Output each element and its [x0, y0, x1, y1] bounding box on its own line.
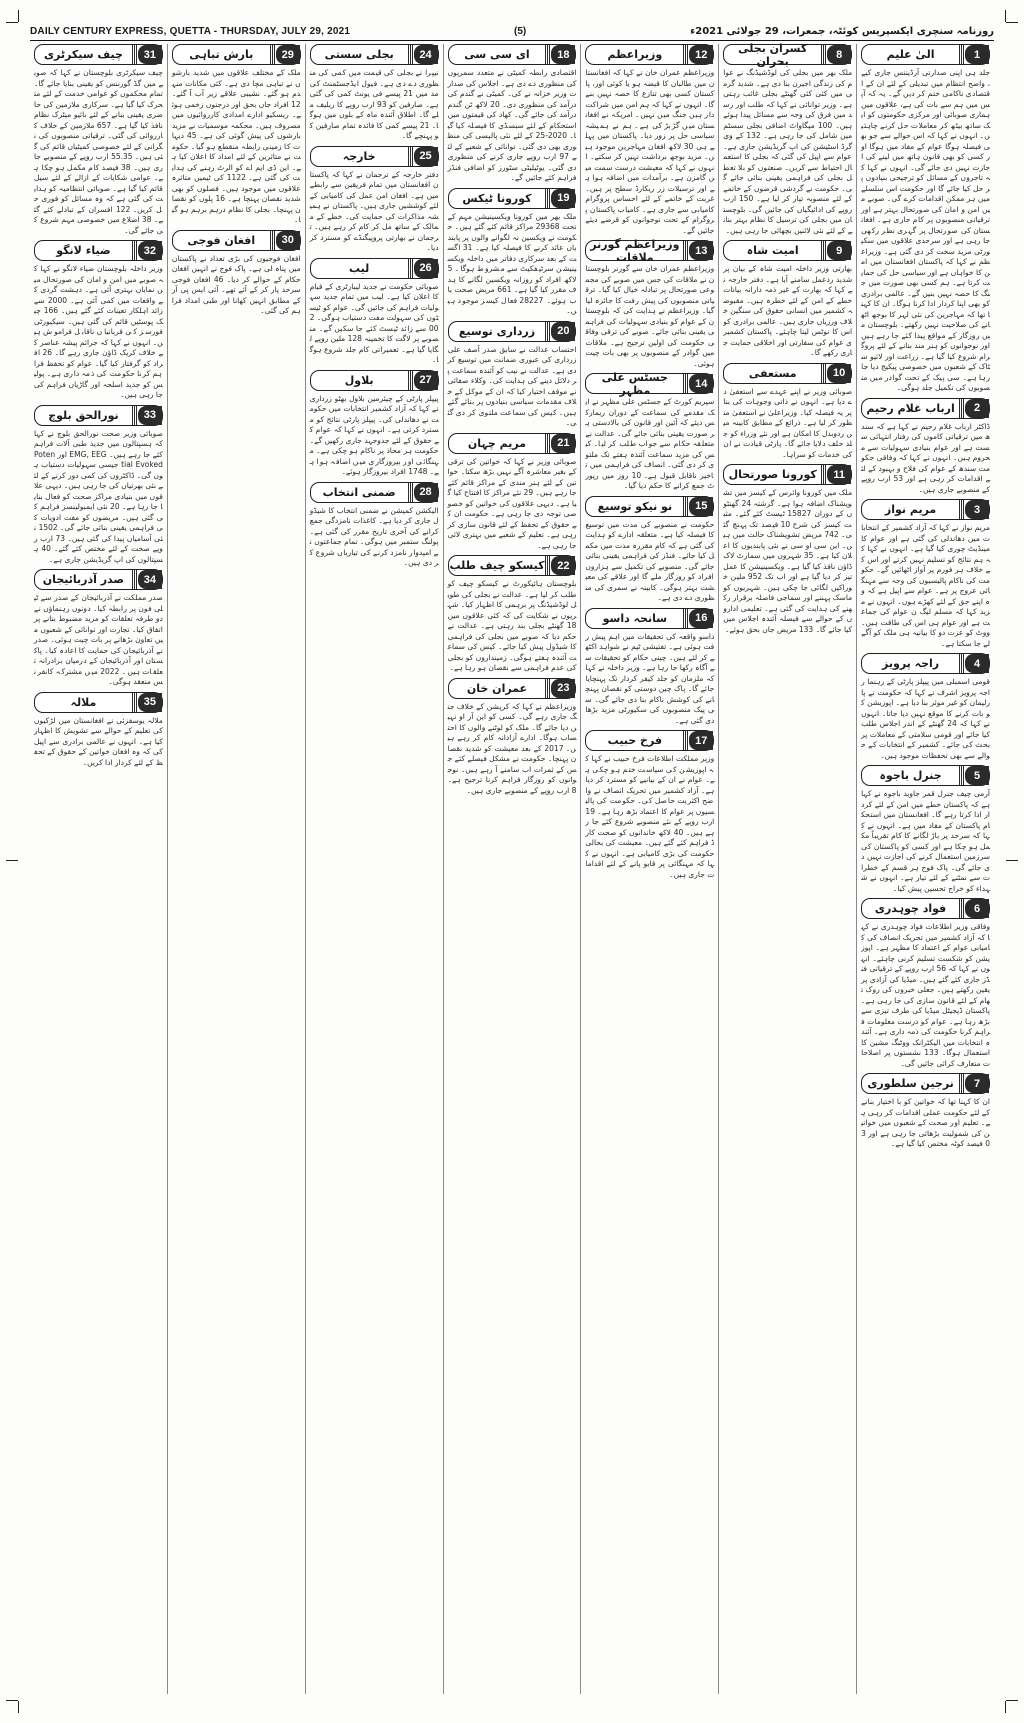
- news-item: [445, 678, 577, 797]
- news-item-body: وزیراعظم عمران خان سے گورنر بلوچستان نے ملاقات کی جس میں صوبے کی مجموعی صورتحال پر تبادلہ خیال کیا گیا۔ ترقیاتی منصوبوں کی پیش رفت کا جائزہ لیا گیا۔ وزیراعظم نے ہدایت کی کہ بلوچستان کے عوام کو بنیادی سہولیات کی فراہمی یقینی بنائی جائے۔ صوبے کی ترقی وفاقی حکومت کی اولین ترجیح ہے۔ ملاقات میں گوادر کے منصوبوں پر بھی بات چیت ہوئی۔: [583, 264, 715, 368]
- news-item-body: وزیراعظم نے کہا کہ کرپشن کے خلاف جنگ جاری رہے گی۔ کسی کو این آر او نہیں دیا جائے گا۔ ملک کو لوٹنے والوں کا احتساب ہوگا۔ ادارے آزادانہ کام کر رہے ہیں۔ 2017 کے بعد معیشت کو شدید نقصان پہنچا۔ حکومت نے مشکل فیصلے کئے جس کے ثمرات اب سامنے آ رہے ہیں۔ نوجوانوں کو روزگار فراہم کرنا ترجیح ہے۔ 8 ارب روپے کے منصوبے جاری ہیں۔: [445, 701, 577, 795]
- news-item-heading: [310, 482, 439, 503]
- news-item-title: وزیراعظم: [607, 48, 663, 61]
- news-item: [858, 765, 990, 894]
- news-item: [858, 398, 990, 496]
- news-item-title: چیف سیکرٹری: [43, 48, 123, 61]
- news-item-body: اقتصادی رابطہ کمیٹی نے متعدد سمریوں کی منظوری دے دی ہے۔ اجلاس کی صدارت وزیر خزانہ نے کی۔ کمیٹی نے گندم کی درآمد کی منظوری دی۔ 20 لاکھ ٹن گندم درآمد کی جائے گی۔ کھاد کی قیمتوں میں استحکام کے لئے سبسڈی کا فیصلہ کیا گیا۔ 2020-25 کے لئے نئی پالیسی کی منظوری بھی دی گئی۔ توانائی کے شعبے کے لئے 97 ارب روپے جاری کرنے کی منظوری دی گئی۔ یوٹیلیٹی سٹورز کو اضافی فنڈز فراہم کئے جائیں گے۔: [445, 68, 577, 182]
- news-item: [445, 188, 577, 317]
- news-item-number: 5: [965, 766, 989, 785]
- news-item-title: امیت شاہ: [746, 244, 799, 257]
- news-item-title: فرخ حبیب: [607, 734, 663, 747]
- news-item-body: وزیر داخلہ بلوچستان ضیاء لانگو نے کہا کہ صوبے میں امن و امان کی صورتحال میں نمایاں بہتری آئی ہے۔ دہشت گردی کے واقعات میں کمی آئی ہے۔ 2000 سے زائد اہلکار تعینات کئے گئے ہیں۔ 166 چیک پوسٹیں قائم کی گئی ہیں۔ سیکیورٹی فورسز کی قربانیاں ناقابل فراموش ہیں۔ انہوں نے کہا کہ جرائم پیشہ عناصر کے خلاف کریک ڈاؤن جاری رہے گا۔ 26 افراد کو گرفتار کیا گیا۔ عوام کو تحفظ فراہم کرنا حکومت کی ذمہ داری ہے۔ پولیس کو جدید اسلحہ اور گاڑیاں فراہم کی جا رہی ہیں۔: [31, 264, 163, 399]
- news-item: [31, 44, 163, 236]
- news-item-heading: [861, 44, 990, 65]
- news-item: [585, 496, 714, 604]
- news-item-number: 35: [138, 693, 162, 712]
- news-item-heading: [861, 765, 990, 786]
- news-item-title: مستعفی: [748, 366, 797, 380]
- news-item-body: ملک بھر میں بجلی کی لوڈشیڈنگ نے عوام کی زندگی اجیرن بنا دی ہے۔ شدید گرمی میں کئی کئی گھنٹے بجلی غائب رہتی ہے۔ وزیر توانائی نے کہا کہ طلب اور رسد میں فرق کی وجہ سے مسائل پیدا ہوئے ہیں۔ 100 میگاواٹ اضافی بجلی سسٹم میں شامل کی جا رہی ہے۔ 132 کے وی گرڈ اسٹیشن کی اپ گریڈیشن جاری ہے۔ عوام سے اپیل کی گئی کہ بجلی کا استعمال احتیاط سے کریں۔ صنعتوں کو بلا تعطل بجلی کی فراہمی یقینی بنائی جائے گی۔ حکومت نے گردشی قرضوں کے خاتمے کے لئے منصوبہ تیار کر لیا ہے۔ 150 ارب روپے کی ادائیگیاں کی جائیں گی۔ بلوچستان میں بجلی کی ترسیل کا نظام بہتر بنانے کے لئے نئی لائنیں بچھائی جا رہی ہیں۔: [720, 68, 853, 235]
- header-urdu-masthead: روزنامہ سنچری ایکسپریس کوئٹہ، جمعرات، 29 جولائی 2021ء: [690, 25, 994, 37]
- crop-mark: [6, 860, 18, 861]
- news-item-heading: [861, 653, 990, 674]
- news-item-title: ضمنی انتخاب: [322, 485, 396, 499]
- news-item: [31, 692, 163, 769]
- column-2: [718, 41, 856, 1694]
- news-item-body: الیکشن کمیشن نے ضمنی انتخاب کا شیڈول جاری کر دیا ہے۔ کاغذات نامزدگی جمع کرانے کی آخری تاریخ مقرر کی گئی ہے۔ پولنگ ستمبر میں ہوگی۔ تمام جماعتوں نے امیدوار نامزد کرنے کی تیاریاں شروع کر دی ہیں۔: [307, 505, 439, 567]
- news-item-number: 34: [138, 570, 162, 589]
- news-item-number: 33: [138, 406, 162, 425]
- news-item-title: نو نیکو توسیع: [597, 499, 673, 513]
- news-item-body: ملک کے مختلف علاقوں میں شدید بارشوں نے تباہی مچا دی ہے۔ کئی مکانات منہدم ہو گئے۔ نشیبی علاقے زیر آب آ گئے۔ 12 افراد جاں بحق اور درجنوں زخمی ہوئے۔ ریسکیو ادارے امدادی کارروائیوں میں مصروف ہیں۔ محکمہ موسمیات نے مزید بارشوں کی پیش گوئی کی ہے۔ 45 دیہات کا زمینی رابطہ منقطع ہو گیا۔ حکومت نے متاثرین کے لئے امداد کا اعلان کیا ہے۔ این ڈی ایم اے کو الرٹ رہنے کی ہدایت کی گئی ہے۔ 1122 کی ٹیمیں متاثرہ علاقوں میں موجود ہیں۔ فصلوں کو بھی شدید نقصان پہنچا ہے۔ 16 پلوں کو نقصان پہنچا۔ بجلی کا نظام درہم برہم ہو گیا۔: [169, 68, 301, 224]
- column-4: [443, 44, 581, 1694]
- news-item-title: کورونا صورتحال: [728, 468, 817, 481]
- news-item-heading: [34, 569, 163, 590]
- news-item-number: 13: [689, 241, 713, 260]
- column-3: [580, 44, 718, 1694]
- heading-stripe-icon: [132, 570, 138, 589]
- news-item-body: وزیراعظم عمران خان نے کہا کہ افغانستان میں طالبان کا قبضہ ہو یا کوئی اور، پاکستان کسی بھی تنازع کا حصہ نہیں بنے گا۔ انہوں نے کہا کہ ہم امن میں شراکت دار ہیں جنگ میں نہیں۔ امریکہ نے افغانستان میں گڑبڑ کی ہے۔ ہم نے ہمیشہ سیاسی حل پر زور دیا۔ پاکستان میں پہلے ہی 30 لاکھ افغان مہاجرین موجود ہیں۔ مزید بوجھ برداشت نہیں کر سکتے۔ انہوں نے کہا کہ معیشت درست سمت میں گامزن ہے۔ برآمدات میں اضافہ ہوا ہے اور ترسیلات زر ریکارڈ سطح پر ہیں۔ غربت کے خاتمے کے لئے احساس پروگرام کامیابی سے جاری ہے۔ کامیاب پاکستان پروگرام کے تحت نوجوانوں کو قرضے دیئے جائیں گے۔: [583, 68, 715, 235]
- news-item-number: 20: [551, 322, 575, 341]
- header-english-masthead: DAILY CENTURY EXPRESS, QUETTA - THURSDAY, JULY 29, 2021: [30, 25, 351, 37]
- news-item-number: 1: [965, 45, 989, 64]
- crop-mark: [1006, 860, 1018, 861]
- news-item-title: سانحہ داسو: [602, 611, 668, 625]
- heading-stripe-icon: [132, 406, 138, 425]
- news-item-heading: [723, 464, 852, 485]
- news-item-number: 6: [965, 899, 989, 918]
- heading-stripe-icon: [270, 231, 276, 250]
- news-item-body: افغان فوجیوں کی بڑی تعداد نے پاکستان میں پناہ لی ہے۔ پاک فوج نے انہیں افغان حکام کے حوالے کر دیا۔ 46 افغان فوجی سرحد پار کر کے آئے تھے۔ آئی ایس پی آر کے مطابق انہیں کھانا اور طبی امداد فراہم کی گئی۔: [169, 253, 301, 315]
- news-item-title: نرجین سلطوری: [867, 1077, 954, 1090]
- news-item: [31, 405, 163, 566]
- news-item-heading: [723, 363, 852, 384]
- heading-stripe-icon: [132, 241, 138, 260]
- heading-stripe-icon: [408, 147, 414, 166]
- news-item-heading: [448, 678, 577, 699]
- news-item-body: صدر مملکت نے آذربائیجان کے صدر سے ٹیلی فون پر رابطہ کیا۔ دونوں رہنماؤں نے دو طرفہ تعلقات کو مزید مضبوط بنانے پر اتفاق کیا۔ تجارت اور توانائی کے شعبوں میں تعاون بڑھانے پر بات چیت ہوئی۔ صدر نے آذربائیجان کی حمایت کا اعادہ کیا۔ پاکستان اور آذربائیجان کے درمیان برادرانہ تعلقات ہیں۔ 2022 میں مشترکہ کانفرنس منعقد ہوگی۔: [31, 593, 163, 686]
- news-item-heading: [585, 370, 714, 397]
- news-item-body: ان کا کہنا تھا کہ خواتین کو با اختیار بنانے کے لئے حکومت عملی اقدامات کر رہی ہے۔ تعلیم اور صحت کے شعبوں میں خواتین کی شمولیت بڑھائی جا رہی ہے اور 30 فیصد کوٹہ مختص کیا گیا ہے۔: [858, 1097, 990, 1148]
- news-item-body: پیپلز پارٹی کے چیئرمین بلاول بھٹو زرداری نے کہا کہ آزاد کشمیر انتخابات میں حکومت نے دھاندلی کی۔ پیپلز پارٹی نتائج کو مسترد کرتی ہے۔ انہوں نے کہا کہ عوام کے حقوق کے لئے جدوجہد جاری رکھیں گے۔ حکومت ہر محاذ پر ناکام ہو چکی ہے۔ مہنگائی اور بیروزگاری میں اضافہ ہوا ہے۔ 1748 افراد بیروزگار ہوئے۔: [307, 393, 439, 476]
- news-item-body: ملک میں کورونا وائرس کے کیسز میں تشویشناک اضافہ ہوا ہے۔ گزشتہ 24 گھنٹوں کے دوران 15827 ٹیسٹ کئے گئے۔ مثبت کیسز کی شرح 10 فیصد تک پہنچ گئی۔ 742 مریض تشویشناک حالت میں ہیں۔ این سی او سی نے نئی پابندیوں کا اعلان کیا ہے۔ 35 شہروں میں سمارٹ لاک ڈاؤن نافذ کیا گیا ہے۔ ویکسینیشن کا عمل تیز کر دیا گیا ہے اور اب تک 952 ملین خوراکیں لگائی جا چکی ہیں۔ شہریوں کو ماسک پہننے اور سماجی فاصلہ برقرار رکھنے کی ہدایت کی گئی ہے۔ تعلیمی اداروں کے حوالے سے فیصلہ آئندہ اجلاس میں کیا جائے گا۔ 133 مریض جاں بحق ہوئے۔: [720, 488, 853, 634]
- news-item: [583, 237, 715, 369]
- news-item: [307, 146, 439, 254]
- news-item: [31, 569, 163, 688]
- news-item-title: مریم چہان: [467, 436, 527, 450]
- news-item-title: لیب: [349, 261, 370, 275]
- heading-stripe-icon: [132, 693, 138, 712]
- news-item-number: 29: [276, 45, 300, 64]
- news-item-body: بھارتی وزیر داخلہ امیت شاہ کے بیان پر شدید ردعمل سامنے آیا ہے۔ دفتر خارجہ نے کہا کہ بھارت کے غیر ذمہ دارانہ بیانات خطے کے امن کے لئے خطرہ ہیں۔ مقبوضہ کشمیر میں انسانی حقوق کی سنگین خلاف ورزیاں جاری ہیں۔ عالمی برادری کو اس کا نوٹس لینا چاہئے۔ پاکستان کشمیری عوام کی سفارتی اور اخلاقی حمایت جاری رکھے گا۔: [720, 264, 853, 357]
- news-item: [858, 653, 990, 761]
- news-item-body: صوبائی وزیر صحت نورالحق بلوچ نے کہا کہ ہسپتالوں میں جدید طبی آلات فراہم کئے جا رہے ہیں۔ EMG, EEG اور Potential Evoked جیسی سہولیات دستیاب ہوں گی۔ ڈاکٹروں کی کمی دور کرنے کے لئے نئی بھرتیاں کی جا رہی ہیں۔ دیہی علاقوں میں بنیادی مراکز صحت کو فعال بنایا جا رہا ہے۔ 20 نئی ایمبولینسز فراہم کی گئی ہیں۔ مریضوں کو مفت ادویات کی فراہمی یقینی بنائی جائے گی۔ 1502 نئی آسامیاں پیدا کی گئی ہیں۔ 73 ارب روپے صحت کے لئے مختص کئے گئے۔ 40 ہسپتالوں کی اپ گریڈیشن جاری ہے۔: [31, 428, 163, 564]
- news-item-title: عمران خان: [466, 681, 528, 695]
- news-item-heading: [172, 44, 301, 65]
- news-item-heading: [448, 433, 577, 454]
- news-item-title: خارجہ: [342, 149, 376, 163]
- news-item: [720, 363, 853, 461]
- news-item-heading: [34, 692, 163, 713]
- news-item-number: 14: [689, 374, 713, 393]
- news-item-heading: [310, 370, 439, 391]
- heading-stripe-icon: [408, 371, 414, 390]
- heading-stripe-icon: [270, 45, 276, 64]
- news-item-title: نورالحق بلوچ: [48, 408, 119, 422]
- column-7: [30, 44, 167, 1694]
- news-item-number: 15: [689, 497, 713, 516]
- heading-stripe-icon: [132, 45, 138, 64]
- news-item-title: الیٰ علیم: [886, 48, 935, 61]
- news-item-number: 19: [551, 189, 575, 208]
- news-item: [720, 240, 853, 359]
- news-item: [720, 464, 853, 635]
- news-item: [585, 608, 714, 727]
- news-item-title: فواد چوہدری: [874, 902, 947, 915]
- news-item-heading: [723, 41, 852, 68]
- news-item-title: بلاول: [344, 373, 374, 387]
- news-item-heading: [448, 321, 577, 342]
- news-item-number: 30: [276, 231, 300, 250]
- news-item-title: راجہ پرویز: [882, 657, 940, 670]
- news-item: [858, 898, 991, 1069]
- news-item-body: آرمی چیف جنرل قمر جاوید باجوہ نے کہا ہے کہ پاکستان خطے میں امن کے لئے کردار ادا کرتا رہے گا۔ افغانستان میں استحکام پاکستان کے مفاد میں ہے۔ انہوں نے کہا کہ سرحد پر باڑ لگانے کا کام تقریباً مکمل ہو چکا ہے اور کسی کو پاکستان کی سرزمین استعمال کرنے کی اجازت نہیں دی جائے گی۔ پاک فوج ہر قسم کے خطرات سے نمٹنے کے لئے تیار ہے۔ انہوں نے شہداء کو خراج تحسین پیش کیا۔: [858, 789, 990, 893]
- news-item-title: بجلی سستی: [324, 48, 394, 61]
- news-item-title: وزیراعظم گورنر ملاقات: [590, 237, 680, 264]
- news-item: [858, 44, 990, 394]
- news-item: [445, 44, 577, 184]
- heading-stripe-icon: [408, 45, 414, 64]
- news-item-title: مریم نواز: [884, 503, 937, 516]
- news-item-heading: [34, 405, 163, 426]
- news-item-number: 9: [827, 241, 851, 260]
- news-item-number: 31: [138, 45, 162, 64]
- news-item-title: صدر آذربائیجان: [42, 573, 125, 586]
- crop-mark: [6, 22, 18, 23]
- column-5: [305, 44, 443, 1694]
- news-item-body: سپریم کورٹ کے جسٹس علی مظہر نے ایک مقدمے کی سماعت کے دوران ریمارکس دیئے کہ آئین اور قانون کی بالادستی ہر صورت یقینی بنائی جائے گی۔ عدالت نے متعلقہ حکام سے جواب طلب کر لیا۔ کیس کی مزید سماعت آئندہ ہفتے تک ملتوی کر دی گئی۔ انصاف کی فراہمی میں تاخیر ناقابل قبول ہے۔ 10 روز میں رپورٹ جمع کرانے کا حکم دیا گیا۔: [583, 397, 715, 490]
- news-item: [583, 370, 715, 492]
- news-item: [445, 555, 577, 674]
- news-item-number: 32: [138, 241, 162, 260]
- news-item-number: 24: [414, 45, 438, 64]
- news-item-body: ڈاکٹر ارباب غلام رحیم نے کہا ہے کہ سندھ میں ترقیاتی کاموں کی رفتار انتہائی سست ہے اور عوام بنیادی سہولیات سے محروم ہیں۔ انہوں نے کہا کہ وفاقی حکومت سندھ کے عوام کی فلاح و بہبود کے لئے اقدامات کر رہی ہے اور 53 ارب روپے کے منصوبے جاری ہیں۔: [858, 421, 990, 494]
- news-item-number: 12: [689, 45, 713, 64]
- news-item-number: 18: [551, 45, 575, 64]
- news-item-body: حکومت نے منصوبے کی مدت میں توسیع کا فیصلہ کیا ہے۔ متعلقہ ادارے کو ہدایت کی گئی ہے کہ کام مقررہ مدت میں مکمل کیا جائے۔ فنڈز کی فراہمی یقینی بنائی جائے گی۔ منصوبے کی تکمیل سے ہزاروں افراد کو روزگار ملے گا اور علاقے کی معیشت بہتر ہوگی۔ کابینہ نے سمری کی منظوری دے دی ہے۔: [583, 519, 715, 602]
- news-item: [585, 44, 714, 236]
- news-item-heading: [448, 44, 577, 65]
- news-item-body: ملک بھر میں کورونا ویکسینیشن مہم کے تحت 29368 مراکز قائم کئے گئے ہیں۔ حکومت نے ویکسین نہ لگوانے والوں پر پابندیاں عائد کرنے کا فیصلہ کیا ہے۔ 31 اگست کے بعد سرکاری دفاتر میں داخلہ ویکسینیشن سرٹیفکیٹ سے مشروط ہوگا۔ 5 لاکھ افراد کو روزانہ ویکسین لگانے کا ہدف مقرر کیا گیا ہے۔ 661 مریض صحت یاب ہوئے۔ 28227 فعال کیسز موجود ہیں۔: [445, 211, 577, 315]
- news-item-title: کسران بجلی بحران: [738, 41, 808, 68]
- news-item-number: 22: [551, 556, 575, 575]
- news-item-number: 25: [414, 147, 438, 166]
- news-item: [307, 44, 439, 142]
- crop-mark: [1006, 22, 1018, 23]
- news-item-number: 23: [551, 679, 575, 698]
- news-item: [858, 1073, 990, 1150]
- crop-mark: [18, 1701, 19, 1713]
- news-item-body: وفاقی وزیر اطلاعات فواد چوہدری نے کہا کہ آزاد کشمیر میں تحریک انصاف کی کامیابی عوام کے اعتماد کا مظہر ہے۔ اپوزیشن کو شکست تسلیم کرنی چاہئے۔ انہوں نے کہا کہ 56 ارب روپے کے ترقیاتی فنڈز جاری کئے گئے ہیں۔ میڈیا کی آزادی پر یقین رکھتے ہیں۔ جعلی خبروں کی روک تھام کے لئے قانون سازی کی جا رہی ہے۔ پاکستان ڈیجیٹل میڈیا کی طرف تیزی سے بڑھ رہا ہے۔ عوام کو درست معلومات فراہم کرنا حکومت کی ذمہ داری ہے۔ آئندہ انتخابات میں الیکٹرانک ووٹنگ مشین کا استعمال ہوگا۔ 133 نشستوں پر اصلاحات متعارف کرائی جائیں گی۔: [858, 922, 991, 1068]
- news-item: [169, 230, 301, 317]
- news-item: [307, 370, 439, 478]
- news-item-body: صوبائی وزیر نے کہا کہ خواتین کی ترقی کے بغیر معاشرہ آگے نہیں بڑھ سکتا۔ خواتین کے لئے ہنر مندی کے مراکز قائم کئے جا رہے ہیں۔ 29 نئے مراکز کا افتتاح کیا گیا ہے۔ دیہی علاقوں کی خواتین کو خصوصی توجہ دی جا رہی ہے۔ حکومت ان کے حقوق کے تحفظ کے لئے قانون سازی کر رہی ہے۔ تعلیم کے شعبے میں بہتری لائی جا رہی ہے۔: [445, 456, 577, 550]
- news-columns: [30, 41, 994, 1694]
- news-item-title: جنرل باجوہ: [879, 769, 942, 782]
- news-item-heading: [34, 240, 163, 261]
- news-item-number: 3: [965, 500, 989, 519]
- news-item-number: 4: [965, 654, 989, 673]
- news-item-body: مریم نواز نے کہا کہ آزاد کشمیر کے انتخابات میں دھاندلی کی گئی ہے اور عوام کا مینڈیٹ چوری کیا گیا ہے۔ انہوں نے کہا کہ ہم نتائج کو تسلیم نہیں کرتے اور اس کے خلاف ہر فورم پر آواز اٹھائیں گے۔ حکومت کی ناکام پالیسیوں کی وجہ سے مہنگائی عروج پر ہے۔ عوام سے اپیل ہے کہ وہ اپنے حق کے لئے کھڑے ہوں۔ انہوں نے مزید کہا کہ مسلم لیگ ن عوام کی جماعت ہے اور عوام ہی اس کی طاقت ہیں۔ ووٹ کو عزت دو کا بیانیہ ہی ملک کو آگے لے جا سکتا ہے۔: [858, 523, 990, 648]
- news-item-heading: [448, 555, 577, 576]
- news-item-heading: [585, 608, 714, 629]
- news-item-body: داسو واقعہ کی تحقیقات میں اہم پیش رفت ہوئی ہے۔ تفتیشی ٹیم نے شواہد اکٹھے کر لئے ہیں۔ چینی حکام کو تحقیقات سے آگاہ رکھا جا رہا ہے۔ وزیر داخلہ نے کہا کہ ملزمان کو جلد کیفر کردار تک پہنچایا جائے گا۔ پاک چین دوستی کو نقصان پہنچانے کی کوشش ناکام بنا دی جائے گی۔ سی پیک منصوبوں کی سکیورٹی مزید بڑھا دی گئی ہے۔: [583, 631, 715, 725]
- news-item-title: ضیاء لانگو: [56, 244, 111, 257]
- news-item-heading: [172, 230, 301, 251]
- news-item-heading: [34, 44, 163, 65]
- news-item-number: 26: [414, 259, 438, 278]
- news-item: [858, 499, 990, 649]
- news-item-body: صوبائی وزیر نے اپنے عہدے سے استعفیٰ دے دیا ہے۔ انہوں نے ذاتی وجوہات کی بنا پر یہ فیصلہ کیا۔ وزیراعلیٰ نے استعفیٰ منظور کر لیا ہے۔ ذرائع کے مطابق کابینہ میں ردوبدل کا امکان ہے اور نئے وزراء کو جلد حلف دلایا جائے گا۔ پارٹی قیادت نے ان کی خدمات کو سراہا۔: [720, 386, 853, 459]
- news-item-heading: [310, 146, 439, 167]
- news-item-body: بلوچستان ہائیکورٹ نے کیسکو چیف کو طلب کر لیا ہے۔ عدالت نے بجلی کی طویل لوڈشیڈنگ پر برہمی کا اظہار کیا۔ شہریوں نے شکایت کی کہ کئی علاقوں میں 18 گھنٹے بجلی بند رہتی ہے۔ عدالت نے حکم دیا کہ صوبے میں بجلی کی فراہمی کا شیڈول پیش کیا جائے۔ کیس کی سماعت آئندہ ہفتے ہوگی۔ زمینداروں کو بجلی کی عدم فراہمی سے نقصان ہو رہا ہے۔: [445, 579, 577, 672]
- news-item-number: 10: [827, 364, 851, 383]
- news-item-body: وزیر مملکت اطلاعات فرخ حبیب نے کہا کہ اپوزیشن کی سیاست ختم ہو چکی ہے۔ عوام نے ان کے بیانیے کو مسترد کر دیا ہے۔ آزاد کشمیر میں تحریک انصاف نے واضح اکثریت حاصل کی۔ حکومت کی پالیسیوں پر عوام کا اعتماد بڑھ رہا ہے۔ 19 ارب روپے کے نئے منصوبے شروع کئے جا رہے ہیں۔ 40 لاکھ خاندانوں کو صحت کارڈ فراہم کئے گئے ہیں۔ معیشت کی بحالی حکومت کی بڑی کامیابی ہے۔ انہوں نے کہا کہ مہنگائی پر قابو پانے کے لئے اقدامات جاری ہیں۔: [583, 754, 715, 879]
- news-item-heading: [861, 398, 990, 419]
- news-item-title: بارش تباہی: [189, 48, 254, 61]
- heading-stripe-icon: [408, 259, 414, 278]
- news-item-heading: [861, 1073, 990, 1094]
- news-item-body: احتساب عدالت نے سابق صدر آصف علی زرداری کی عبوری ضمانت میں توسیع کر دی ہے۔ عدالت نے نیب کو آئندہ سماعت پر دلائل دینے کی ہدایت کی۔ وکلاء صفائی نے موقف اختیار کیا کہ ان کے موکل کے خلاف مقدمات سیاسی بنیادوں پر بنائے گئے ہیں۔ کیس کی سماعت ملتوی کر دی گئی۔: [445, 344, 577, 427]
- news-item-body: صوبائی حکومت نے جدید لیبارٹری کے قیام کا اعلان کیا ہے۔ لیب میں تمام جدید سہولیات فراہم کی جائیں گی۔ عوام کو ٹیسٹوں کی سہولت مفت دستیاب ہوگی۔ 200 سے زائد ٹیسٹ کئے جا سکیں گے۔ منصوبے پر لاگت کا تخمینہ 128 ملین روپے لگایا گیا ہے۔ تعمیراتی کام جلد شروع ہوگا۔: [307, 281, 439, 364]
- crop-mark: [6, 1700, 18, 1701]
- news-item-number: 21: [551, 434, 575, 453]
- news-item: [445, 321, 577, 429]
- news-item-number: 27: [414, 371, 438, 390]
- news-item-body: نیپرا نے بجلی کی قیمت میں کمی کی منظوری دے دی ہے۔ فیول ایڈجسٹمنٹ کی مد میں 21 پیسے فی یونٹ کمی کی گئی ہے۔ صارفین کو 93 ارب روپے کا ریلیف ملے گا۔ اطلاق آئندہ ماہ کے بلوں میں ہوگا۔ 21 پیسے کمی کا فائدہ تمام صارفین کو پہنچے گا۔: [307, 68, 439, 140]
- news-item-heading: [448, 188, 577, 209]
- crop-mark: [1006, 1700, 1018, 1701]
- news-item-body: ملالہ یوسفزئی نے افغانستان میں لڑکیوں کی تعلیم کے حوالے سے تشویش کا اظہار کیا ہے۔ انہوں نے عالمی برادری سے اپیل کی کہ وہ افغان خواتین کے حقوق کے تحفظ کے لئے کردار ادا کریں۔: [31, 715, 163, 767]
- news-item: [307, 482, 439, 569]
- news-item-title: ارباب غلام رحیم: [866, 401, 955, 415]
- page-number: (5): [514, 25, 527, 37]
- news-item-title: افغان فوجی: [187, 233, 256, 247]
- news-item: [169, 44, 301, 226]
- news-item-title: کورونا ٹیکس: [462, 191, 532, 205]
- news-item-number: 16: [689, 609, 713, 628]
- news-item-body: قومی اسمبلی میں پیپلز پارٹی کے رہنما راجہ پرویز اشرف نے کہا کہ حکومت نے پارلیمان کو غیر موثر بنا دیا ہے۔ اپوزیشن کو بات کرنے کا موقع نہیں دیا جاتا۔ انہوں نے کہا کہ 24 گھنٹے کے اندر اجلاس طلب کیا جائے اور قومی سلامتی کے معاملات پر بحث کی جائے۔ کشمیر کے انتخابات کے حوالے سے بھی تحفظات موجود ہیں۔: [858, 677, 990, 760]
- news-item-title: کیسکو چیف طلب: [449, 559, 545, 572]
- column-1: [856, 44, 994, 1694]
- news-item-heading: [861, 898, 990, 919]
- news-item-number: 7: [965, 1074, 989, 1093]
- news-item-heading: [310, 258, 439, 279]
- news-item: [720, 41, 853, 236]
- news-item-heading: [585, 496, 714, 517]
- crop-mark: [1005, 1701, 1006, 1713]
- news-item-title: زرداری توسیع: [458, 324, 536, 338]
- column-6: [167, 44, 305, 1694]
- news-item: [585, 730, 714, 880]
- news-item-body: چیف سیکرٹری بلوچستان نے کہا کہ صوبے میں گڈ گورننس کو یقینی بنایا جائے گا۔ تمام محکموں کو عوامی خدمت کے لئے متحرک کیا گیا ہے۔ سرکاری ملازمین کی حاضری یقینی بنانے کے لئے بائیو میٹرک نظام نافذ کیا گیا ہے۔ 657 ملازمین کے خلاف کارروائی کی گئی۔ ترقیاتی منصوبوں کی نگرانی کے لئے خصوصی کمیٹیاں قائم کی گئی ہیں۔ 55.35 ارب روپے کے منصوبے جاری ہیں۔ 38 فیصد کام مکمل ہو چکا ہے۔ عوامی شکایات کے ازالے کے لئے سیل قائم کیا گیا ہے۔ صوبائی انتظامیہ کو ہدایت کی گئی ہے کہ وہ مسائل کو فوری حل کریں۔ 122 افسران کے تبادلے کئے گئے۔ 38 اضلاع میں خصوصی مہم شروع کی جائے گی۔: [31, 68, 163, 235]
- news-item-heading: [585, 44, 714, 65]
- news-item-number: 2: [965, 399, 989, 418]
- news-item-heading: [585, 730, 714, 751]
- crop-mark: [18, 10, 19, 22]
- news-item-number: 17: [689, 731, 713, 750]
- news-item-number: 28: [414, 483, 438, 502]
- news-item-heading: [310, 44, 439, 65]
- news-item-heading: [723, 240, 852, 261]
- news-item-number: 11: [827, 465, 851, 484]
- news-item-body: دفتر خارجہ کے ترجمان نے کہا کہ پاکستان افغانستان میں تمام فریقین سے رابطے میں ہے۔ افغان امن عمل کی کامیابی کے لئے کوششیں جاری ہیں۔ پاکستان نے ہمیشہ مذاکرات کی حمایت کی۔ خطے کے ممالک کے ساتھ مل کر کام کر رہے ہیں۔ ترجمان نے بھارتی پروپیگنڈے کو مسترد کر دیا۔: [307, 169, 439, 252]
- news-item: [307, 258, 439, 366]
- news-item-heading: [585, 237, 714, 264]
- heading-stripe-icon: [408, 483, 414, 502]
- crop-mark: [1005, 10, 1006, 22]
- page-header: [30, 22, 994, 41]
- news-item: [445, 433, 577, 552]
- news-item: [31, 240, 163, 401]
- news-item-heading: [861, 499, 990, 520]
- news-item-body: جلد ہی اپنی صدارتی آرڈیننس جاری کیے ، واضح انتظام میں تبدیلی کے لئے ان کے اقتصادی ناکامی ختم کر دیں گے۔ یہ کہ آپس میں ہم سے بات کی ہے، علاقوں میں ہماری صوبائی اور مرکزی حکومتوں کو ایک ساتھ بیٹھ کر معاملات حل کرنے چاہئیں۔ انہوں نے کہا کہ اس حوالے سے جو بھی فیصلہ ہوگا عوام کے مفاد میں ہوگا اور کسی کو بھی قانون ہاتھ میں لینے کی اجازت نہیں دی جائے گی۔ انہوں نے کہا کہ تاجروں کے مسائل کو ترجیحی بنیادوں پر حل کیا جائے گا اور حکومت اس سلسلے میں ہر ممکن اقدامات کرے گی۔ صوبے میں امن و امان کی صورتحال بہتر ہے اور ترقیاتی منصوبوں پر کام جاری ہے۔ افغانستان کی صورتحال پر گہری نظر رکھی جا رہی ہے اور سرحدی علاقوں میں سکیورٹی مزید سخت کر دی گئی ہے۔ وزیراعظم نے کہا کہ پاکستان افغانستان میں امن کا خواہاں ہے اور سیاسی حل کی حمایت کرتا ہے۔ ہم کسی بھی صورت میں جنگ کا حصہ نہیں بنیں گے۔ عالمی برادری کو بھی اپنا کردار ادا کرنا ہوگا۔ ان کا کہنا تھا کہ مہاجرین کی نئی لہر کا بوجھ اٹھانے کی صلاحیت نہیں رکھتے۔ بلوچستان میں روزگار کے مواقع پیدا کئے جا رہے ہیں اور نوجوانوں کو ہنر مند بنانے کے لئے پروگرام شروع کیا گیا ہے۔ زراعت اور لائیو سٹاک کے شعبوں میں خصوصی پیکیج دیا جا رہا ہے۔ سی پیک کے تحت گوادر میں منصوبوں کی تکمیل جلد ہوگی۔: [858, 68, 990, 392]
- news-item-title: ای سی سی: [464, 48, 530, 61]
- news-item-number: 8: [827, 45, 851, 64]
- news-item-title: جسٹس علی مظہر: [601, 370, 668, 397]
- news-item-title: ملالہ: [70, 695, 97, 709]
